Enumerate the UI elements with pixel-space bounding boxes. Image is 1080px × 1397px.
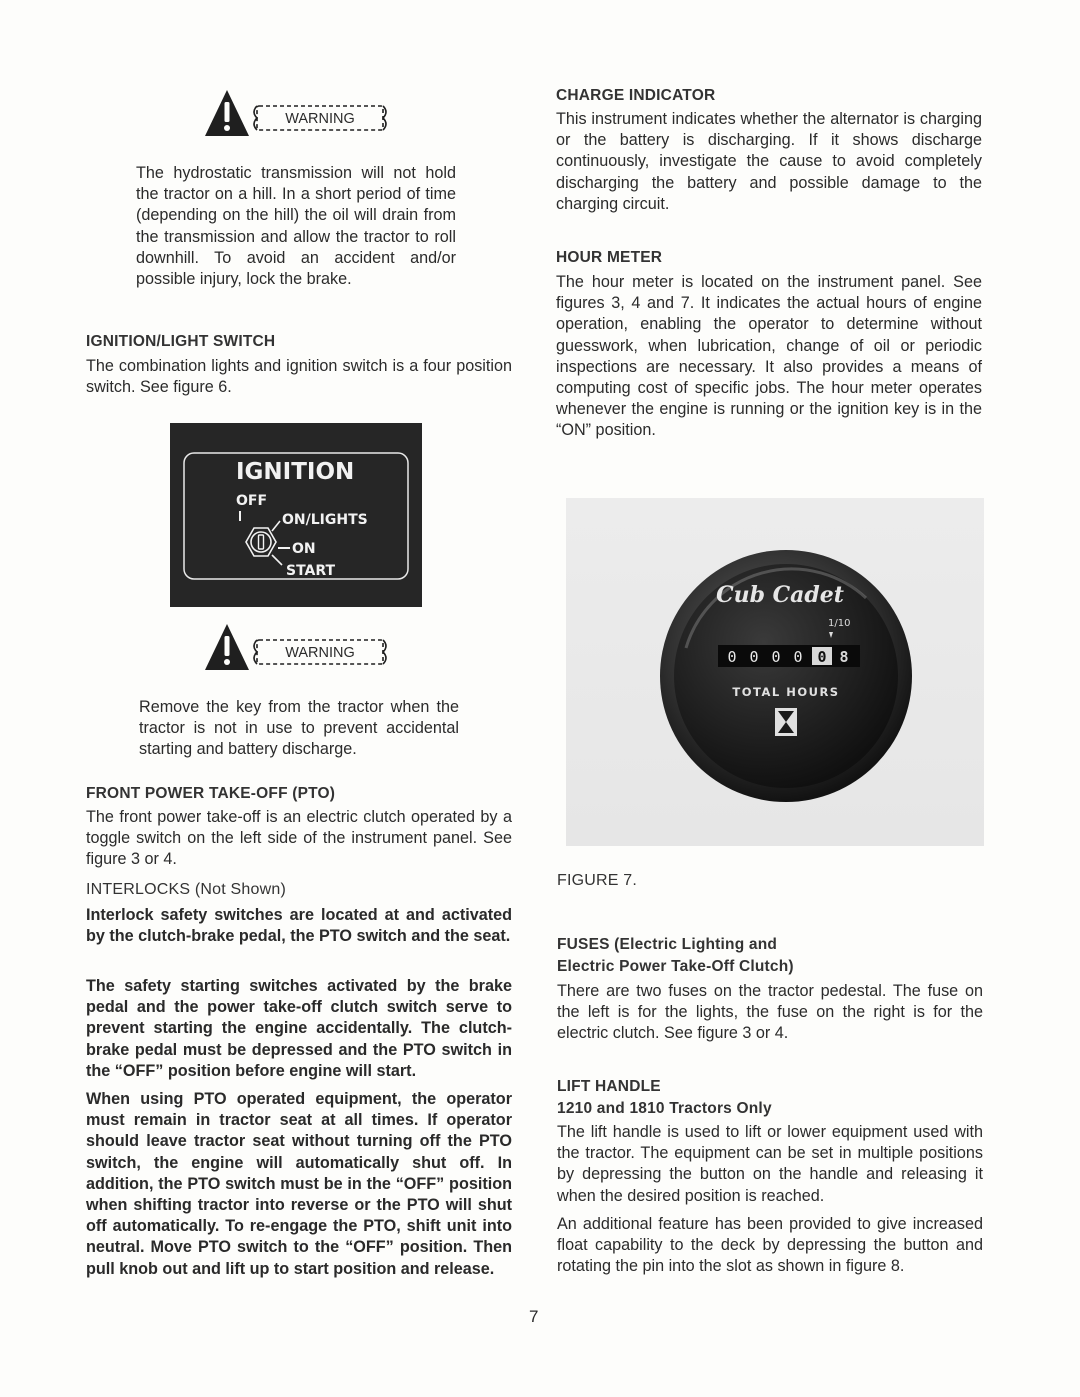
- meter-caption: TOTAL HOURS: [732, 685, 840, 699]
- interlocks-paragraph-2: The safety starting switches activated by the brake pedal and the power take-off clutch switch serve to prevent starting the engine accidentally. The clutch-brake pedal must be depressed and the PTO switch in the “OFF” position before engine will start.: [86, 977, 512, 1080]
- interlocks-paragraph-1: Interlock safety switches are located at and activated by the clutch-brake pedal, the PTO switch and the seat.: [86, 906, 512, 946]
- meter-brand-logo: Cub Cadet: [716, 582, 844, 608]
- warning-banner-2: [205, 622, 395, 682]
- interlocks-heading: INTERLOCKS (Not Shown): [86, 881, 287, 898]
- fuses-heading-line-1: FUSES (Electric Lighting and: [557, 936, 778, 953]
- meter-digit: 0: [727, 648, 737, 666]
- hour-meter-text: The hour meter is located on the instrument panel. See figures 3, 4 and 7. It indicates the actual hours of engine operation, enabling the operator to determine without guesswork, when lubrication, change of oil or periodic inspections are necessary. It also provides a means of computing cost of specific jobs. The hour meter operates whenever the engine is running or the ignition key is in the “ON” position.: [556, 273, 982, 440]
- warning-triangle-icon: [205, 88, 395, 148]
- meter-digit: 0: [817, 648, 827, 666]
- warning-banner-1: [205, 88, 395, 148]
- meter-digit: 0: [793, 648, 803, 666]
- interlocks-paragraph-3: When using PTO operated equipment, the operator must remain in tractor seat at all times. If operator should leave tractor seat without turning off the PTO switch, the engine will automatically shut off. In addition, the PTO switch must be in the “OFF” position when shifting tractor into reverse or the PTO will shut off automatically. To re-engage the PTO, shift unit into neutral. Move PTO switch to the “OFF” position. Then pull knob out and lift up to start position and release.: [86, 1090, 512, 1278]
- lift-handle-text-2: An additional feature has been provided to give increased float capability to the deck by depressing the button and rotating the pin into the slot as shown in figure 8.: [557, 1215, 983, 1276]
- ignition-on-label: ON: [292, 541, 316, 557]
- meter-digit: 0: [771, 648, 781, 666]
- ignition-start-label: START: [286, 563, 336, 579]
- fuses-heading-line-2: Electric Power Take-Off Clutch): [557, 958, 794, 975]
- ignition-off-label: OFF: [236, 493, 268, 509]
- warning-text-2: Remove the key from the tractor when the tractor is not in use to prevent accidental starting and battery discharge.: [139, 698, 459, 759]
- warning-label-1: WARNING: [285, 111, 355, 127]
- ignition-heading: IGNITION/LIGHT SWITCH: [86, 333, 276, 350]
- meter-digit: 8: [839, 648, 849, 666]
- warning-triangle-icon: [205, 622, 395, 682]
- lift-handle-text-1: The lift handle is used to lift or lower equipment used with the tractor. The equipment can be set in multiple positions by depressing the button on the handle and releasing it when the desired position is reached.: [557, 1123, 983, 1205]
- hour-meter-heading: HOUR METER: [556, 249, 663, 266]
- ignition-on-lights-label: ON/LIGHTS: [282, 512, 368, 528]
- ignition-text: The combination lights and ignition switch is a four position switch. See figure 6.: [86, 357, 512, 397]
- pto-heading: FRONT POWER TAKE-OFF (PTO): [86, 785, 336, 802]
- charge-heading: CHARGE INDICATOR: [556, 87, 716, 104]
- pto-text: The front power take-off is an electric clutch operated by a toggle switch on the left side of the instrument panel. See figure 3 or 4.: [86, 808, 512, 869]
- lift-handle-heading: LIFT HANDLE: [557, 1078, 661, 1095]
- ignition-title: IGNITION: [236, 459, 355, 485]
- charge-text: This instrument indicates whether the alternator is charging or the battery is discharging. If it shows discharge continuously, investigate the cause to avoid completely discharging the battery and possible damage to the charging circuit.: [556, 110, 982, 213]
- warning-label-2: WARNING: [285, 645, 355, 661]
- lift-handle-subheading: 1210 and 1810 Tractors Only: [557, 1100, 772, 1117]
- ignition-switch-figure: [170, 423, 422, 607]
- fuses-text: There are two fuses on the tractor pedestal. The fuse on the left is for the lights, the fuse on the right is for the electric clutch. See figure 3 or 4.: [557, 982, 983, 1043]
- warning-text-1: The hydrostatic transmission will not hold the tractor on a hill. In a short period of time (depending on the hill) the oil will drain from the transmission and allow the tractor to roll downhill. To avoid an accident and/or possible injury, lock the brake.: [136, 164, 456, 289]
- meter-digit: 0: [749, 648, 759, 666]
- figure-7-caption: FIGURE 7.: [557, 872, 638, 889]
- hour-meter-figure: [566, 498, 984, 846]
- page-number: 7: [529, 1307, 539, 1326]
- hourglass-icon: [775, 708, 797, 736]
- meter-tenths-label: 1/10: [828, 618, 851, 629]
